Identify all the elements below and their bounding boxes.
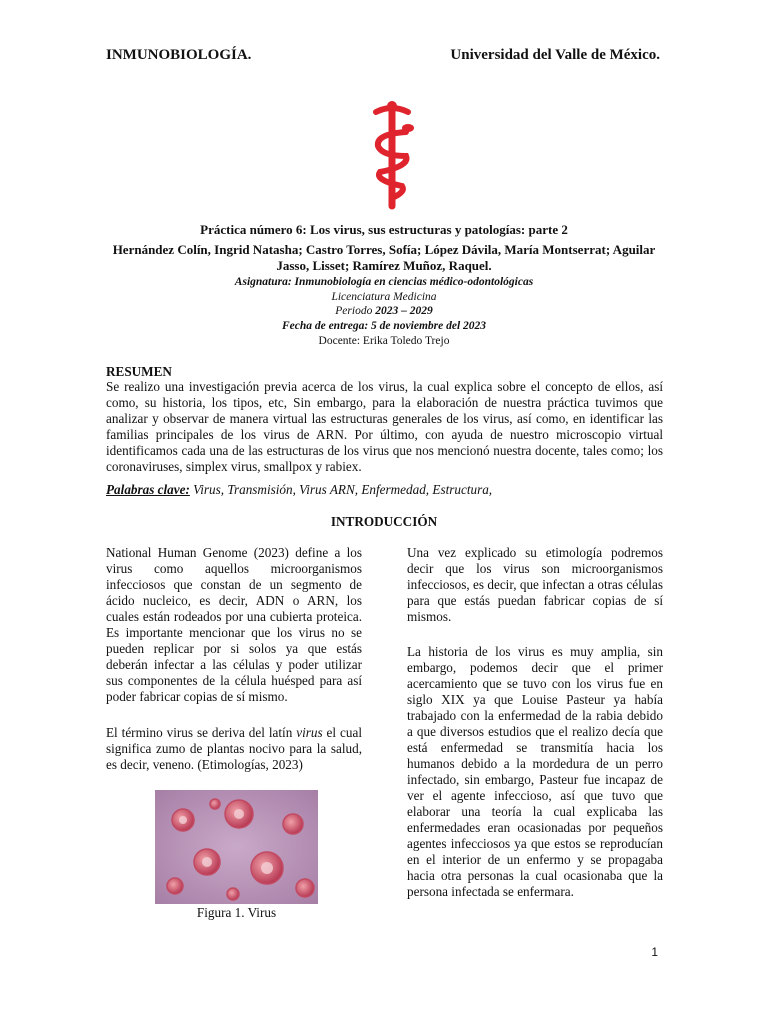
header-course-title: INMUNOBIOLOGÍA. <box>106 47 252 63</box>
header-university: Universidad del Valle de México. <box>450 47 660 63</box>
period-value: 2023 – 2029 <box>375 305 433 317</box>
period <box>80 304 688 319</box>
intro-heading: INTRODUCCIÓN <box>330 514 438 529</box>
intro-col1-paragraph-2 <box>106 725 362 773</box>
keywords-label: Palabras clave: <box>106 482 190 497</box>
period-label: Periodo <box>335 305 376 317</box>
virus-figure-image <box>155 790 318 904</box>
intro-col2-paragraph-1: Una vez explicado su etimología podremos decir que los virus son microorganismos infecciosos, es decir, que infectan a otras células para que estás puedan fabricar copias de sí mismos. <box>407 545 663 624</box>
delivery-date: Fecha de entrega: 5 de noviembre del 2023 <box>281 320 487 332</box>
latin-term: virus <box>296 725 323 740</box>
intro-col2-paragraph-2: La historia de los virus es muy amplia, sin embargo, podemos decir que el primer acercamiento que se tuvo con los virus fue en siglo XIX ya que Louise Pasteur ya había trabajado con la enfermedad de la rabia debido a que diversos estudios que el realizo decía que está enfermedad se transmitía hacia los humanos debido a la mordedura de un perro infectado, sin embargo, Pasteur fue incapaz de ver el agente infeccioso, así que tuvo que elaborar una teoría la cual explicaba las enfermedades eran ocasionadas por pequeños agentes infecciosos ya que estos se reproducían en el interior de un enfermo y se propagaba hacia otra personas la cual ocasionaba que la persona infectada se enfermara. <box>407 644 663 899</box>
page-number: 1 <box>651 945 658 959</box>
document-title: Práctica número 6: Los virus, sus estructuras y patologías: parte 2 <box>200 222 568 237</box>
asclepius-rod-icon <box>362 98 422 210</box>
degree: Licenciatura Medicina <box>331 291 437 303</box>
subject: Asignatura: Inmunobiología en ciencias médico-odontológicas <box>234 276 534 288</box>
figure-caption: Figura 1. Virus <box>196 905 277 920</box>
resumen-heading: RESUMEN <box>106 364 172 379</box>
authors: Hernández Colín, Ingrid Natasha; Castro Torres, Sofía; López Dávila, María Montserrat; Aguilar Jasso, Lisset; Ramírez Muñoz, Raquel. <box>112 242 656 273</box>
teacher: Docente: Erika Toledo Trejo <box>318 335 450 347</box>
paragraph-text: El término virus se deriva del latín <box>106 725 297 740</box>
keywords <box>106 482 663 498</box>
paragraph-text: el cual significa zumo de plantas nocivo para la salud, es decir, veneno. (Etimologías, 2023) <box>106 725 362 772</box>
intro-col1-paragraph-1: National Human Genome (2023) define a los virus como aquellos microorganismos infecciosos que constan de un segmento de ácido nucleico, es decir, ADN o ARN, los cuales están rodeados por una cubierta proteica. Es importante mencionar que los virus no se pueden replicar por si solos ya que estás deberán infectar a las células y poder utilizar sus componentes de la célula huésped para así poder fabricar copias de sí mismo. <box>106 545 362 704</box>
resumen-text: Se realizo una investigación previa acerca de los virus, la cual explica sobre el concepto de ellos, así como, su historia, los tipos, etc, Sin embargo, para la elaboración de nuestra práctica tuvimos que analizar y observar de manera virtual las estructuras generales de los virus, así como, en identificar las familias principales de los virus de ARN. Por último, con ayuda de nuestro microscopio virtual identificamos cada una de las estructuras de los virus que nos mencionó nuestra docente, tales como; los coronaviruses, simplex virus, smallpox y rabiex. <box>106 379 663 474</box>
keywords-list: Virus, Transmisión, Virus ARN, Enfermedad, Estructura, <box>189 482 493 497</box>
